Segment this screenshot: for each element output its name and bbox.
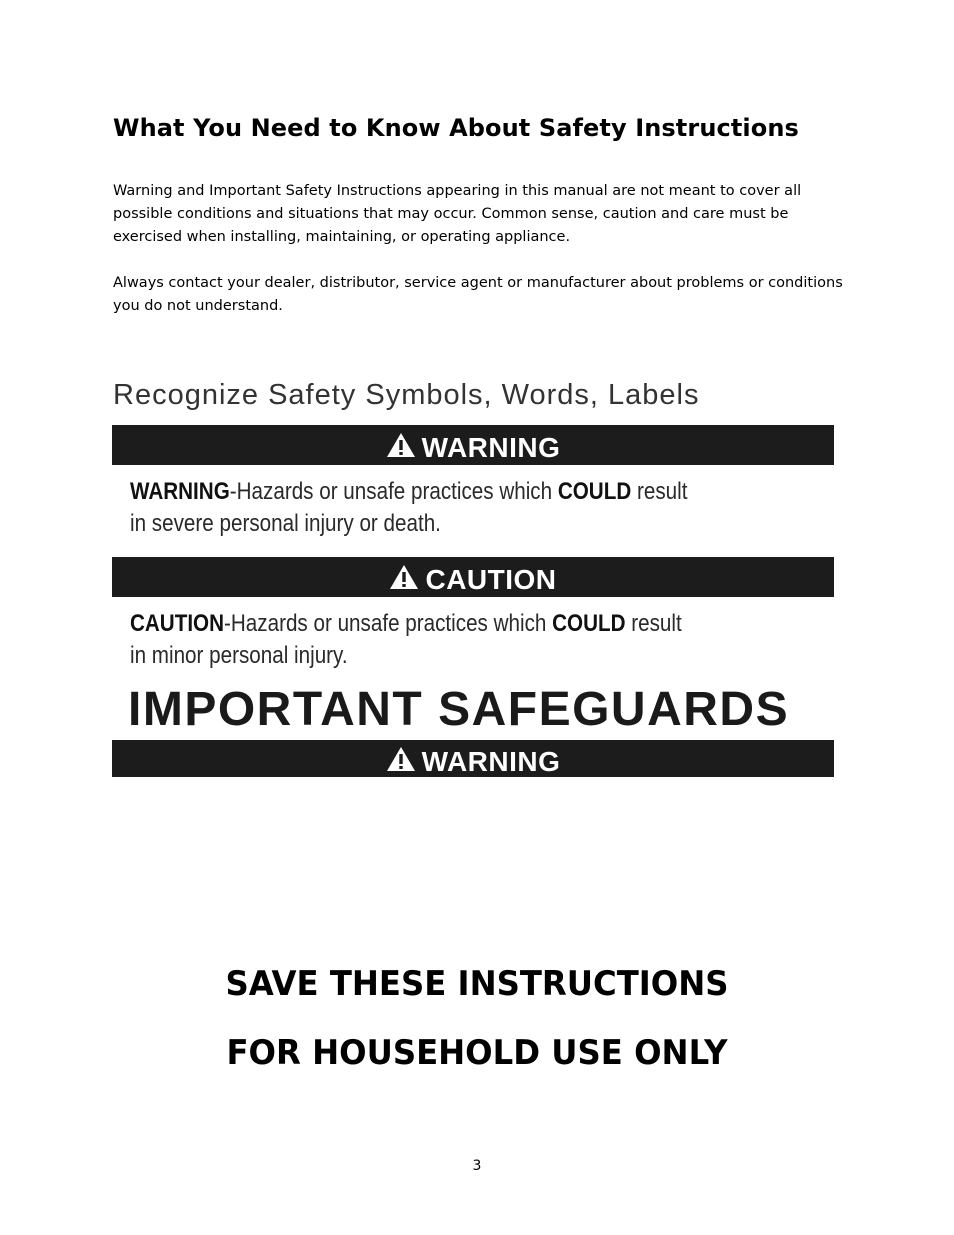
warning-term: WARNING bbox=[130, 478, 230, 505]
caution-emphasis: COULD bbox=[552, 610, 626, 637]
warning-bar bbox=[112, 425, 834, 465]
warning-emphasis: COULD bbox=[557, 478, 632, 505]
warning-description bbox=[130, 476, 732, 540]
warning-triangle-icon bbox=[389, 564, 419, 590]
caution-term: CAUTION bbox=[130, 610, 225, 637]
safety-paragraph-2: Always contact your dealer, distributor, service agent or manufacturer about problems or conditions you do not understand. bbox=[113, 275, 843, 314]
safety-paragraph-1: Warning and Important Safety Instructions appearing in this manual are not meant to cover all possible conditions and situations that may occur. Common sense, caution and care must be exercised when installing, maintaining, or operating appliance. bbox=[113, 183, 802, 245]
caution-text-1: -Hazards or unsafe practices which bbox=[224, 610, 553, 637]
warning-text-1: -Hazards or unsafe practices which bbox=[229, 478, 558, 505]
warning-bar-bottom bbox=[112, 740, 834, 777]
warning-bar-bottom-label: WARNING bbox=[421, 745, 561, 777]
caution-bar bbox=[112, 557, 834, 597]
section-heading: What You Need to Know About Safety Instructions bbox=[113, 114, 799, 142]
warning-triangle-icon bbox=[386, 432, 416, 458]
caution-description bbox=[130, 608, 732, 672]
caution-bar-label: CAUTION bbox=[425, 564, 557, 595]
save-instructions-title: SAVE THESE INSTRUCTIONS bbox=[225, 964, 729, 1004]
warning-bar-label: WARNING bbox=[421, 432, 561, 463]
important-safeguards-title: IMPORTANT SAFEGUARDS bbox=[128, 683, 790, 736]
labels-title: Recognize Safety Symbols, Words, Labels bbox=[113, 379, 700, 411]
warning-text-2: result bbox=[631, 478, 688, 505]
page-number: 3 bbox=[472, 1158, 482, 1174]
caution-text-2: result bbox=[625, 610, 682, 637]
household-use-title: FOR HOUSEHOLD USE ONLY bbox=[226, 1033, 728, 1073]
warning-text-line2: in severe personal injury or death. bbox=[130, 510, 441, 537]
warning-triangle-icon bbox=[386, 746, 416, 772]
caution-text-line2: in minor personal injury. bbox=[130, 642, 348, 669]
